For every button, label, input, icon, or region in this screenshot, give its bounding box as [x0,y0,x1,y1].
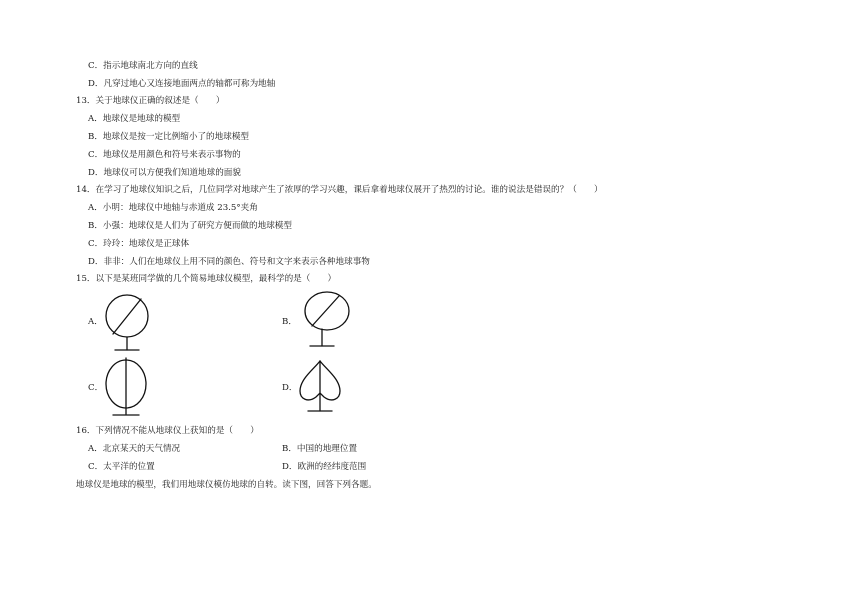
q13-option-b: B．地球仪是按一定比例缩小了的地球模型 [88,132,250,142]
q14-option-a: A．小明：地球仪中地轴与赤道成 23.5°夹角 [88,203,258,213]
q16-option-c: C．太平洋的位置 [88,462,155,472]
q15-stem: 15．以下是某班同学做的几个简易地球仪模型，最科学的是（ ） [76,274,337,284]
q14-option-c: C．玲玲：地球仪是正球体 [88,239,190,249]
q15-label-b: B． [282,317,297,327]
q14-stem: 14．在学习了地球仪知识之后，几位同学对地球产生了浓厚的学习兴趣，课后拿着地球仪展开了热烈的讨论。谁的说法是错误的？（ ） [76,185,603,195]
next-section-intro: 地球仪是地球的模型，我们用地球仪模仿地球的自转。读下图，回答下列各题。 [76,480,377,490]
globe-model-b [296,290,356,352]
q13-option-a: A．地球仪是地球的模型 [88,114,181,124]
q12-option-c: C．指示地球南北方向的直线 [88,61,198,71]
q15-label-a: A． [88,317,103,327]
q14-option-d: D．非非：人们在地球仪上用不同的颜色、符号和文字来表示各种地球事物 [88,257,370,267]
q15-label-c: C． [88,383,104,393]
q16-stem: 16．下列情况不能从地球仪上获知的是（ ） [76,426,259,436]
globe-model-a [103,292,155,354]
q16-option-d: D．欧洲的经纬度范围 [282,462,367,472]
q13-stem: 13．关于地球仪正确的叙述是（ ） [76,96,225,106]
globe-model-c [102,356,154,420]
q16-option-a: A．北京某天的天气情况 [88,444,181,454]
q14-option-b: B．小强：地球仪是人们为了研究方便而做的地球模型 [88,221,292,231]
q16-option-b: B．中国的地理位置 [282,444,358,454]
q13-option-c: C．地球仪是用颜色和符号来表示事物的 [88,150,241,160]
globe-model-d [296,357,348,417]
q12-option-d: D．凡穿过地心又连接地面两点的轴都可称为地轴 [88,79,276,89]
q13-option-d: D．地球仪可以方便我们知道地球的面貌 [88,168,241,178]
q15-label-d: D． [282,383,298,393]
